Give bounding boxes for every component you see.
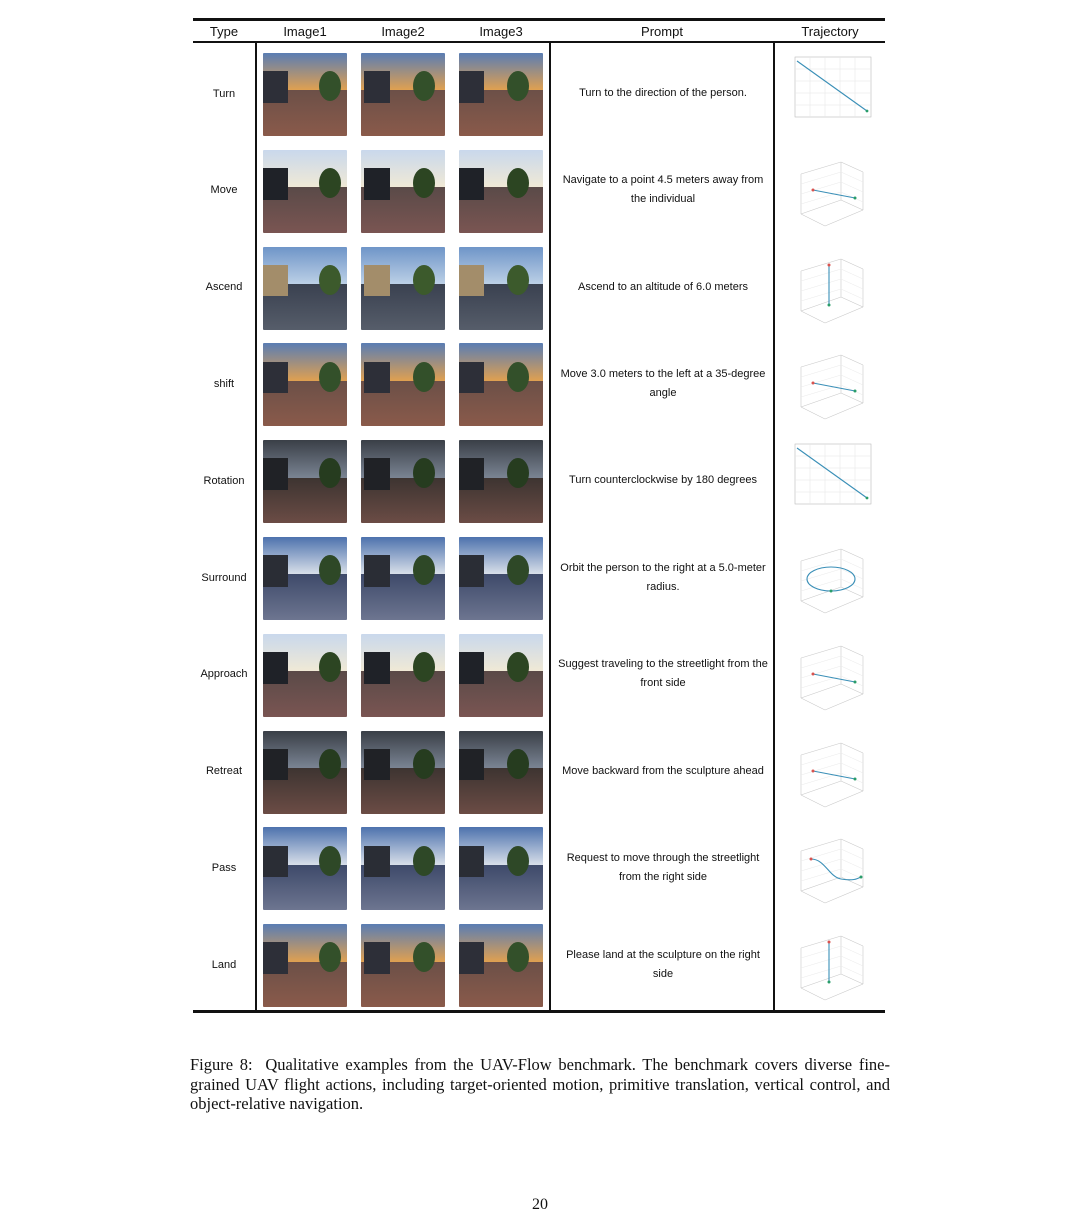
grid-line [801,172,841,184]
row-type: Turn [212,87,236,100]
image-tree [319,749,341,779]
end-point [866,497,869,500]
grid-line [801,365,841,377]
scene-image-1 [263,634,347,717]
image-building [364,458,389,490]
grid-line [841,365,863,375]
start-point [812,672,815,675]
axis-line [801,839,841,851]
axis-line [801,891,825,903]
grid-line [841,182,863,192]
image-tree [319,555,341,585]
table-row [193,432,885,529]
image-tree [507,71,529,101]
trajectory-plot [781,531,877,623]
axis-line [841,877,863,887]
scene-image-2 [361,634,445,717]
axis-line [841,297,863,307]
row-prompt: Request to move through the streetlight from the right side [566,851,760,883]
axis-line [841,781,863,791]
image-tree [413,168,435,198]
grid-line [841,956,863,966]
header-trajectory: Trajectory [801,24,859,39]
axis-line [801,259,841,271]
image-tree [319,168,341,198]
scene-image-1 [263,343,347,426]
figure-caption [190,1055,890,1114]
scene-image-2 [361,247,445,330]
image-building [364,652,389,684]
axis-line [801,214,825,226]
image-building [263,168,288,200]
image-building [263,749,288,781]
grid-line [801,859,841,871]
image-building [263,458,288,490]
image-building [263,942,288,974]
trajectory-path [813,190,855,198]
examples-table [193,18,885,1014]
row-prompt: Move backward from the sculpture ahead [562,764,764,777]
trajectory-plot [781,144,877,236]
image-building [459,749,484,781]
axis-line [801,407,825,419]
trajectory-path [813,674,855,682]
scene-image-2 [361,150,445,233]
grid-line [841,569,863,579]
image-tree [507,749,529,779]
row-prompt: Navigate to a point 4.5 meters away from the individual [562,174,764,206]
trajectory-plot [781,821,877,913]
axis-line [801,936,841,948]
end-point [854,390,857,393]
end-point [828,981,831,984]
image-tree [319,71,341,101]
scene-image-3 [459,53,543,136]
grid-line [801,849,841,861]
image-building [459,362,484,394]
axis-line [825,791,863,807]
table-row [193,45,885,142]
image-building [364,942,389,974]
scene-image-3 [459,440,543,523]
trajectory-path [807,567,855,591]
image-building [263,362,288,394]
image-building [459,168,484,200]
scene-image-2 [361,343,445,426]
scene-image-2 [361,827,445,910]
grid-line [841,946,863,956]
axis-line [841,936,863,946]
row-type: shift [213,377,235,390]
start-point [828,263,831,266]
axis-line [801,698,825,710]
image-tree [413,555,435,585]
axis-line [841,393,863,403]
image-tree [319,265,341,295]
image-tree [413,71,435,101]
table-header-rule [193,41,885,43]
grid-line [801,753,841,765]
image-building [459,652,484,684]
grid-line [801,559,841,571]
scene-image-2 [361,440,445,523]
axis-line [841,646,863,656]
axis-line [801,311,825,323]
grid-line [841,666,863,676]
trajectory-path [813,771,855,779]
axis-line [825,307,863,323]
grid-line [801,666,841,678]
axis-line [801,601,825,613]
image-building [459,265,484,297]
scene-image-3 [459,924,543,1007]
scene-image-1 [263,53,347,136]
image-building [459,942,484,974]
row-prompt: Orbit the person to the right at a 5.0-meter radius. [560,561,766,593]
image-building [364,71,389,103]
grid-line [841,279,863,289]
table-row [193,335,885,432]
header-type: Type [209,24,239,39]
end-point [854,196,857,199]
image-building [364,749,389,781]
table-row [193,819,885,916]
scene-image-1 [263,440,347,523]
grid-line [841,966,863,976]
start-point [812,382,815,385]
table-top-rule [193,18,885,21]
scene-image-1 [263,537,347,620]
trajectory-plot [781,434,877,526]
caption-text: Qualitative examples from the UAV-Flow benchmark. The benchmark covers diverse fine-grained UAV flight actions, including target-oriented motion, primitive translation, vertical control, and object-relative navigation. [190,1055,891,1113]
axis-line [841,839,863,849]
table-row [193,142,885,239]
axis-line [801,355,841,367]
image-tree [507,265,529,295]
axis-line [841,355,863,365]
scene-image-3 [459,343,543,426]
image-tree [413,362,435,392]
table-row [193,916,885,1013]
start-point [810,858,813,861]
trajectory-path [813,383,855,391]
image-building [364,362,389,394]
row-prompt: Please land at the sculpture on the right side [566,948,760,980]
scene-image-3 [459,247,543,330]
axis-line [841,162,863,172]
table-row [193,626,885,723]
grid-line [841,579,863,589]
grid-line [841,559,863,569]
axis-line [825,694,863,710]
grid-line [841,375,863,385]
row-prompt: Suggest traveling to the streetlight from the front side [558,658,768,690]
image-building [263,265,288,297]
end-point [830,590,833,593]
trajectory-path [811,859,861,880]
grid-line [801,279,841,291]
grid-line [801,946,841,958]
start-point [828,941,831,944]
axis-line [841,743,863,753]
table-row [193,723,885,820]
axis-line [801,988,825,1000]
scene-image-3 [459,634,543,717]
grid-line [801,656,841,668]
axis-line [825,984,863,1000]
scene-image-3 [459,827,543,910]
header-image2: Image2 [381,24,425,39]
start-point [812,769,815,772]
scene-image-2 [361,537,445,620]
scene-image-1 [263,247,347,330]
grid-line [841,289,863,299]
row-type: Rotation [203,474,245,487]
axis-line [825,403,863,419]
end-point [828,303,831,306]
scene-image-3 [459,537,543,620]
axis-line [841,684,863,694]
axis-line [801,646,841,658]
grid-line [801,763,841,775]
grid-line [801,182,841,194]
start-point [812,188,815,191]
header-image1: Image1 [283,24,327,39]
axis-line [825,597,863,613]
end-point [866,110,869,113]
axis-line [825,210,863,226]
axis-line [841,549,863,559]
row-type: Move [210,184,238,197]
scene-image-1 [263,150,347,233]
grid-line [841,172,863,182]
image-tree [507,362,529,392]
scene-image-2 [361,53,445,136]
image-building [364,846,389,878]
image-building [459,555,484,587]
trajectory-plot [781,918,877,1010]
grid-line [841,849,863,859]
grid-line [841,763,863,773]
row-type: Retreat [205,765,243,778]
scene-image-1 [263,731,347,814]
image-building [263,846,288,878]
axis-line [841,259,863,269]
image-building [263,71,288,103]
end-point [854,680,857,683]
axis-line [841,200,863,210]
row-prompt: Ascend to an altitude of 6.0 meters [578,280,748,293]
image-tree [507,555,529,585]
image-building [364,265,389,297]
axis-line [801,162,841,174]
row-prompt: Turn to the direction of the person. [579,87,747,99]
image-tree [413,652,435,682]
page-number: 20 [532,1196,548,1213]
scene-image-1 [263,924,347,1007]
end-point [860,876,863,879]
axis-line [801,795,825,807]
image-tree [413,749,435,779]
trajectory-plot [781,47,877,139]
row-type: Surround [201,571,247,584]
figure-label: Figure 8: [190,1055,253,1074]
end-point [854,777,857,780]
image-building [263,555,288,587]
table-row [193,239,885,336]
axis-line [825,887,863,903]
scene-image-2 [361,731,445,814]
scene-image-1 [263,827,347,910]
grid-line [801,269,841,281]
grid-line [801,956,841,968]
image-tree [507,846,529,876]
image-tree [413,846,435,876]
row-type: Pass [211,861,237,874]
row-type: Land [211,958,237,971]
trajectory-plot [781,241,877,333]
image-building [459,458,484,490]
grid-line [801,375,841,387]
image-building [364,555,389,587]
row-type: Approach [200,668,248,681]
axis-line [801,743,841,755]
trajectory-plot [781,628,877,720]
image-building [364,168,389,200]
grid-line [841,753,863,763]
table-row [193,529,885,626]
image-building [459,71,484,103]
image-tree [319,652,341,682]
image-tree [413,265,435,295]
grid-line [841,269,863,279]
trajectory-plot [781,725,877,817]
image-tree [319,846,341,876]
scene-image-3 [459,731,543,814]
scene-image-3 [459,150,543,233]
header-image3: Image3 [479,24,523,39]
image-tree [507,168,529,198]
grid-line [841,859,863,869]
image-building [263,652,288,684]
row-prompt: Move 3.0 meters to the left at a 35-degree angle [560,367,766,399]
row-type: Ascend [205,281,243,294]
image-building [459,846,484,878]
axis-line [801,549,841,561]
header-prompt: Prompt [641,24,683,39]
trajectory-plot [781,337,877,429]
axis-line [841,974,863,984]
row-prompt: Turn counterclockwise by 180 degrees [569,474,757,487]
grid-line [841,656,863,666]
scene-image-2 [361,924,445,1007]
image-tree [507,652,529,682]
image-tree [319,362,341,392]
